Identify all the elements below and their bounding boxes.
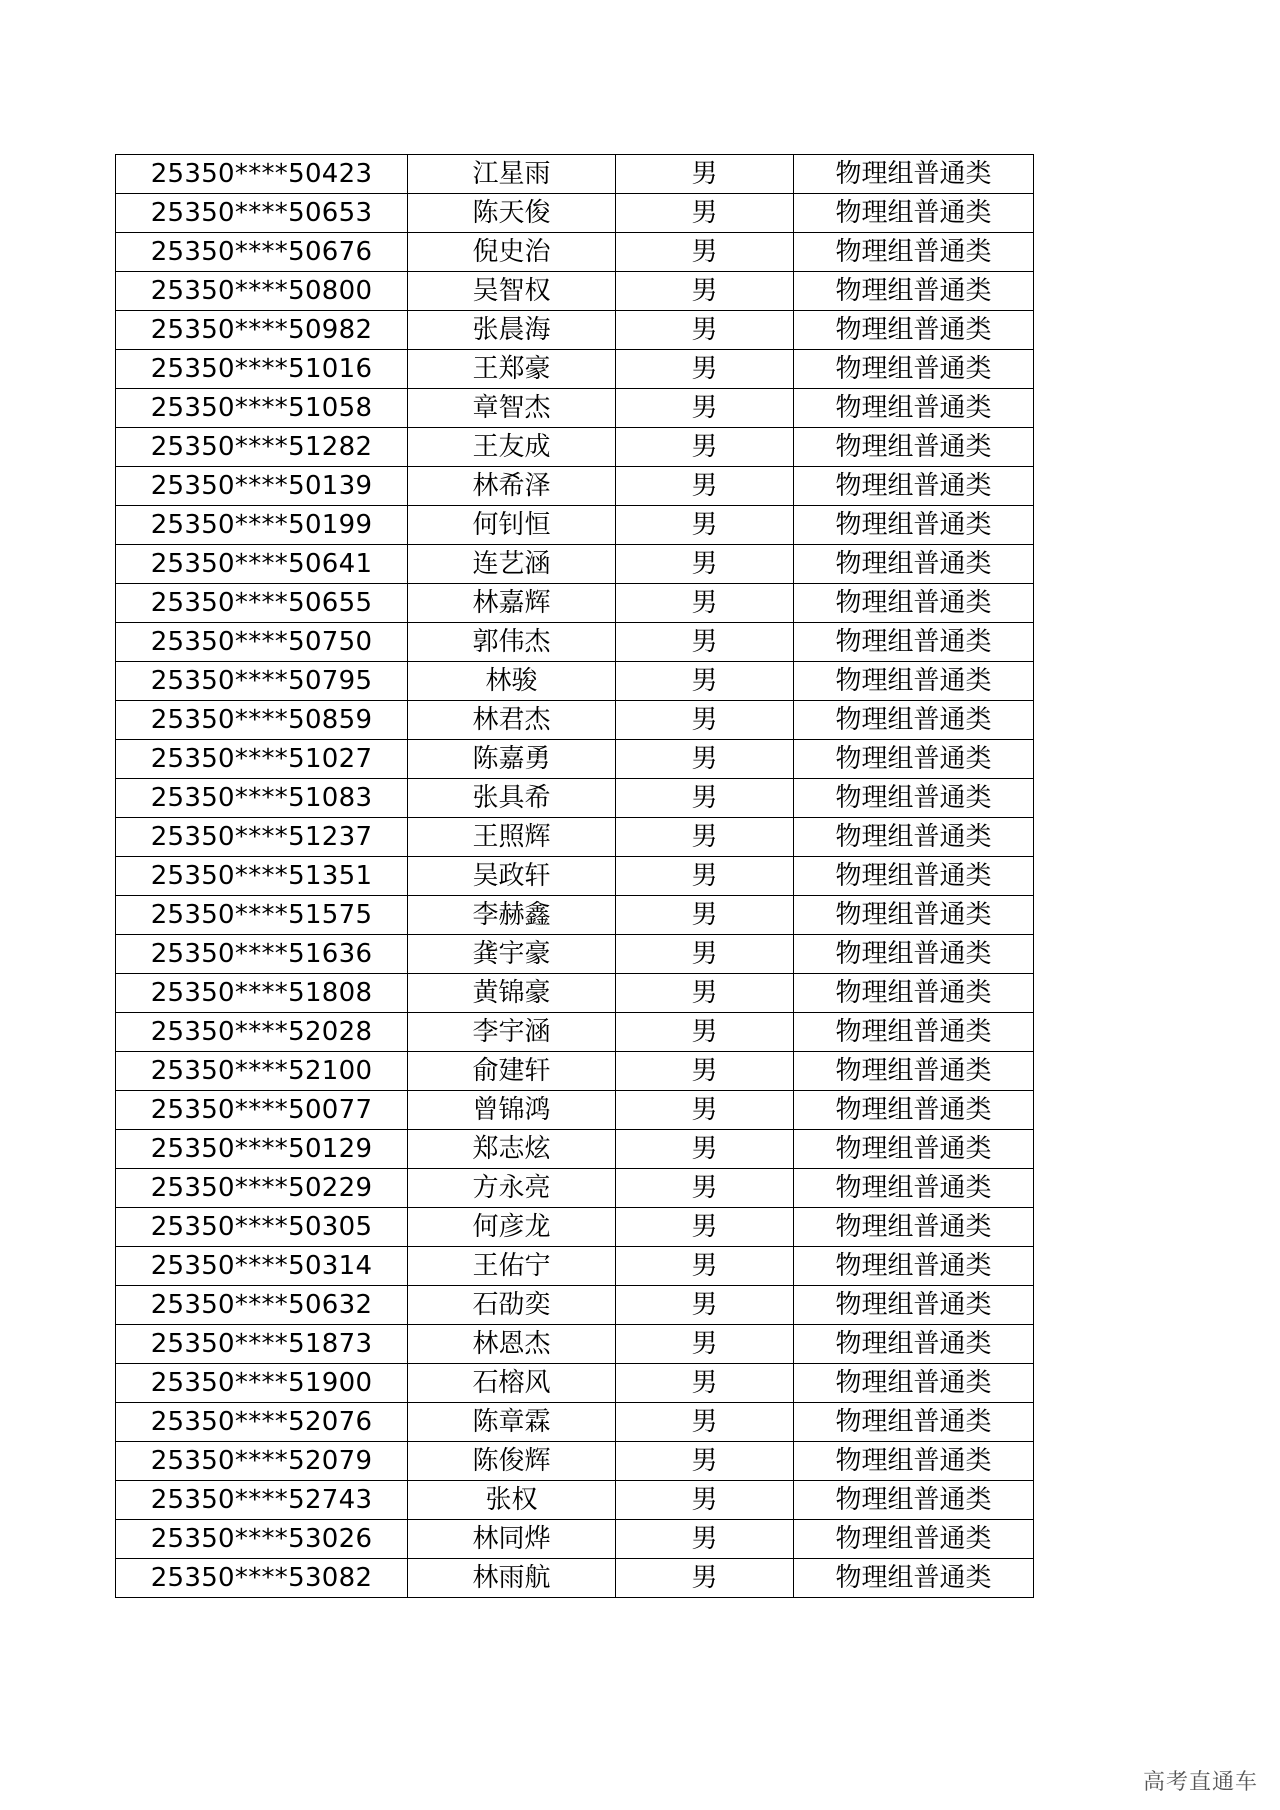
table-row bbox=[116, 233, 1034, 272]
table-row bbox=[116, 506, 1034, 545]
candidate-id-cell: 25350****50423 bbox=[116, 155, 408, 194]
table-row bbox=[116, 662, 1034, 701]
table-row bbox=[116, 1247, 1034, 1286]
table-row bbox=[116, 194, 1034, 233]
table-row bbox=[116, 1559, 1034, 1598]
candidate-id-cell: 25350****50800 bbox=[116, 272, 408, 311]
gender-cell: 男 bbox=[616, 233, 794, 272]
candidate-id-cell: 25350****50859 bbox=[116, 701, 408, 740]
gender-cell: 男 bbox=[616, 857, 794, 896]
candidate-table bbox=[115, 154, 1034, 1598]
candidate-name-cell: 何钊恒 bbox=[408, 506, 616, 545]
candidate-name-cell: 郭伟杰 bbox=[408, 623, 616, 662]
candidate-id-cell: 25350****51808 bbox=[116, 974, 408, 1013]
candidate-name-cell: 林雨航 bbox=[408, 1559, 616, 1598]
table-row bbox=[116, 857, 1034, 896]
candidate-name-cell: 何彦龙 bbox=[408, 1208, 616, 1247]
category-cell: 物理组普通类 bbox=[794, 779, 1034, 818]
category-cell: 物理组普通类 bbox=[794, 1247, 1034, 1286]
candidate-name-cell: 林恩杰 bbox=[408, 1325, 616, 1364]
candidate-name-cell: 黄锦豪 bbox=[408, 974, 616, 1013]
gender-cell: 男 bbox=[616, 194, 794, 233]
candidate-id-cell: 25350****51900 bbox=[116, 1364, 408, 1403]
candidate-name-cell: 俞建轩 bbox=[408, 1052, 616, 1091]
candidate-id-cell: 25350****51237 bbox=[116, 818, 408, 857]
category-cell: 物理组普通类 bbox=[794, 1364, 1034, 1403]
category-cell: 物理组普通类 bbox=[794, 662, 1034, 701]
table-row bbox=[116, 1208, 1034, 1247]
candidate-id-cell: 25350****50199 bbox=[116, 506, 408, 545]
candidate-name-cell: 林希泽 bbox=[408, 467, 616, 506]
category-cell: 物理组普通类 bbox=[794, 155, 1034, 194]
category-cell: 物理组普通类 bbox=[794, 1208, 1034, 1247]
candidate-name-cell: 陈天俊 bbox=[408, 194, 616, 233]
candidate-id-cell: 25350****50077 bbox=[116, 1091, 408, 1130]
gender-cell: 男 bbox=[616, 623, 794, 662]
candidate-name-cell: 曾锦鸿 bbox=[408, 1091, 616, 1130]
gender-cell: 男 bbox=[616, 1325, 794, 1364]
candidate-name-cell: 连艺涵 bbox=[408, 545, 616, 584]
gender-cell: 男 bbox=[616, 1130, 794, 1169]
candidate-name-cell: 王照辉 bbox=[408, 818, 616, 857]
table-row bbox=[116, 935, 1034, 974]
gender-cell: 男 bbox=[616, 311, 794, 350]
table-row bbox=[116, 1091, 1034, 1130]
candidate-id-cell: 25350****51575 bbox=[116, 896, 408, 935]
candidate-id-cell: 25350****50314 bbox=[116, 1247, 408, 1286]
candidate-id-cell: 25350****50139 bbox=[116, 467, 408, 506]
candidate-name-cell: 陈俊辉 bbox=[408, 1442, 616, 1481]
table-row bbox=[116, 389, 1034, 428]
gender-cell: 男 bbox=[616, 935, 794, 974]
gender-cell: 男 bbox=[616, 155, 794, 194]
table-row bbox=[116, 818, 1034, 857]
candidate-id-cell: 25350****51027 bbox=[116, 740, 408, 779]
candidate-id-cell: 25350****50655 bbox=[116, 584, 408, 623]
gender-cell: 男 bbox=[616, 662, 794, 701]
candidate-name-cell: 倪史治 bbox=[408, 233, 616, 272]
table-row bbox=[116, 350, 1034, 389]
gender-cell: 男 bbox=[616, 467, 794, 506]
candidate-id-cell: 25350****52076 bbox=[116, 1403, 408, 1442]
watermark-text: 高考直通车 bbox=[1142, 1770, 1258, 1795]
gender-cell: 男 bbox=[616, 1481, 794, 1520]
category-cell: 物理组普通类 bbox=[794, 1325, 1034, 1364]
table-row bbox=[116, 1286, 1034, 1325]
gender-cell: 男 bbox=[616, 1559, 794, 1598]
candidate-id-cell: 25350****51351 bbox=[116, 857, 408, 896]
category-cell: 物理组普通类 bbox=[794, 1481, 1034, 1520]
table-row bbox=[116, 1403, 1034, 1442]
candidate-name-cell: 章智杰 bbox=[408, 389, 616, 428]
candidate-name-cell: 郑志炫 bbox=[408, 1130, 616, 1169]
category-cell: 物理组普通类 bbox=[794, 701, 1034, 740]
gender-cell: 男 bbox=[616, 506, 794, 545]
gender-cell: 男 bbox=[616, 350, 794, 389]
table-row bbox=[116, 1364, 1034, 1403]
gender-cell: 男 bbox=[616, 1208, 794, 1247]
candidate-name-cell: 吴政轩 bbox=[408, 857, 616, 896]
gender-cell: 男 bbox=[616, 974, 794, 1013]
category-cell: 物理组普通类 bbox=[794, 272, 1034, 311]
candidate-name-cell: 林嘉辉 bbox=[408, 584, 616, 623]
gender-cell: 男 bbox=[616, 1169, 794, 1208]
candidate-name-cell: 陈嘉勇 bbox=[408, 740, 616, 779]
candidate-id-cell: 25350****50229 bbox=[116, 1169, 408, 1208]
gender-cell: 男 bbox=[616, 1442, 794, 1481]
candidate-id-cell: 25350****51016 bbox=[116, 350, 408, 389]
category-cell: 物理组普通类 bbox=[794, 935, 1034, 974]
category-cell: 物理组普通类 bbox=[794, 1559, 1034, 1598]
candidate-name-cell: 王佑宁 bbox=[408, 1247, 616, 1286]
category-cell: 物理组普通类 bbox=[794, 818, 1034, 857]
category-cell: 物理组普通类 bbox=[794, 1013, 1034, 1052]
table-row bbox=[116, 272, 1034, 311]
category-cell: 物理组普通类 bbox=[794, 311, 1034, 350]
candidate-name-cell: 石榕风 bbox=[408, 1364, 616, 1403]
candidate-name-cell: 张晨海 bbox=[408, 311, 616, 350]
candidate-name-cell: 王郑豪 bbox=[408, 350, 616, 389]
gender-cell: 男 bbox=[616, 779, 794, 818]
category-cell: 物理组普通类 bbox=[794, 857, 1034, 896]
category-cell: 物理组普通类 bbox=[794, 1403, 1034, 1442]
candidate-id-cell: 25350****52079 bbox=[116, 1442, 408, 1481]
category-cell: 物理组普通类 bbox=[794, 389, 1034, 428]
candidate-id-cell: 25350****53082 bbox=[116, 1559, 408, 1598]
table-row bbox=[116, 1052, 1034, 1091]
candidate-id-cell: 25350****50653 bbox=[116, 194, 408, 233]
candidate-name-cell: 龚宇豪 bbox=[408, 935, 616, 974]
table-row bbox=[116, 467, 1034, 506]
candidate-name-cell: 林同烨 bbox=[408, 1520, 616, 1559]
candidate-name-cell: 李赫鑫 bbox=[408, 896, 616, 935]
gender-cell: 男 bbox=[616, 584, 794, 623]
candidate-name-cell: 石劭奕 bbox=[408, 1286, 616, 1325]
category-cell: 物理组普通类 bbox=[794, 896, 1034, 935]
candidate-id-cell: 25350****50750 bbox=[116, 623, 408, 662]
category-cell: 物理组普通类 bbox=[794, 1286, 1034, 1325]
table-row bbox=[116, 1520, 1034, 1559]
gender-cell: 男 bbox=[616, 389, 794, 428]
candidate-id-cell: 25350****52028 bbox=[116, 1013, 408, 1052]
table-row bbox=[116, 1481, 1034, 1520]
candidate-id-cell: 25350****50632 bbox=[116, 1286, 408, 1325]
gender-cell: 男 bbox=[616, 896, 794, 935]
candidate-id-cell: 25350****51282 bbox=[116, 428, 408, 467]
gender-cell: 男 bbox=[616, 1364, 794, 1403]
candidate-id-cell: 25350****52100 bbox=[116, 1052, 408, 1091]
category-cell: 物理组普通类 bbox=[794, 350, 1034, 389]
category-cell: 物理组普通类 bbox=[794, 1169, 1034, 1208]
table-row bbox=[116, 545, 1034, 584]
gender-cell: 男 bbox=[616, 818, 794, 857]
table-row bbox=[116, 584, 1034, 623]
category-cell: 物理组普通类 bbox=[794, 467, 1034, 506]
candidate-id-cell: 25350****50641 bbox=[116, 545, 408, 584]
gender-cell: 男 bbox=[616, 428, 794, 467]
category-cell: 物理组普通类 bbox=[794, 233, 1034, 272]
table-row bbox=[116, 1013, 1034, 1052]
table-row bbox=[116, 428, 1034, 467]
table-row bbox=[116, 1130, 1034, 1169]
table-row bbox=[116, 1442, 1034, 1481]
table-row bbox=[116, 701, 1034, 740]
gender-cell: 男 bbox=[616, 1520, 794, 1559]
category-cell: 物理组普通类 bbox=[794, 1091, 1034, 1130]
candidate-name-cell: 江星雨 bbox=[408, 155, 616, 194]
category-cell: 物理组普通类 bbox=[794, 506, 1034, 545]
candidate-name-cell: 王友成 bbox=[408, 428, 616, 467]
category-cell: 物理组普通类 bbox=[794, 428, 1034, 467]
table-row bbox=[116, 311, 1034, 350]
candidate-name-cell: 陈章霖 bbox=[408, 1403, 616, 1442]
table-row bbox=[116, 1325, 1034, 1364]
candidate-id-cell: 25350****50982 bbox=[116, 311, 408, 350]
category-cell: 物理组普通类 bbox=[794, 1130, 1034, 1169]
table-row bbox=[116, 623, 1034, 662]
candidate-name-cell: 张具希 bbox=[408, 779, 616, 818]
gender-cell: 男 bbox=[616, 1013, 794, 1052]
gender-cell: 男 bbox=[616, 545, 794, 584]
candidate-name-cell: 方永亮 bbox=[408, 1169, 616, 1208]
candidate-id-cell: 25350****50129 bbox=[116, 1130, 408, 1169]
candidate-name-cell: 吴智权 bbox=[408, 272, 616, 311]
category-cell: 物理组普通类 bbox=[794, 1520, 1034, 1559]
table-row bbox=[116, 1169, 1034, 1208]
candidate-id-cell: 25350****51083 bbox=[116, 779, 408, 818]
category-cell: 物理组普通类 bbox=[794, 623, 1034, 662]
category-cell: 物理组普通类 bbox=[794, 584, 1034, 623]
gender-cell: 男 bbox=[616, 1403, 794, 1442]
candidate-id-cell: 25350****52743 bbox=[116, 1481, 408, 1520]
gender-cell: 男 bbox=[616, 1286, 794, 1325]
category-cell: 物理组普通类 bbox=[794, 974, 1034, 1013]
candidate-id-cell: 25350****53026 bbox=[116, 1520, 408, 1559]
candidate-id-cell: 25350****50305 bbox=[116, 1208, 408, 1247]
candidate-table-body bbox=[116, 155, 1034, 1598]
category-cell: 物理组普通类 bbox=[794, 194, 1034, 233]
table-row bbox=[116, 896, 1034, 935]
gender-cell: 男 bbox=[616, 740, 794, 779]
candidate-id-cell: 25350****50676 bbox=[116, 233, 408, 272]
candidate-name-cell: 李宇涵 bbox=[408, 1013, 616, 1052]
category-cell: 物理组普通类 bbox=[794, 1442, 1034, 1481]
gender-cell: 男 bbox=[616, 1247, 794, 1286]
table-row bbox=[116, 779, 1034, 818]
candidate-name-cell: 林君杰 bbox=[408, 701, 616, 740]
category-cell: 物理组普通类 bbox=[794, 740, 1034, 779]
category-cell: 物理组普通类 bbox=[794, 1052, 1034, 1091]
table-row bbox=[116, 740, 1034, 779]
candidate-name-cell: 张权 bbox=[408, 1481, 616, 1520]
table-row bbox=[116, 155, 1034, 194]
gender-cell: 男 bbox=[616, 1052, 794, 1091]
candidate-id-cell: 25350****50795 bbox=[116, 662, 408, 701]
candidate-id-cell: 25350****51636 bbox=[116, 935, 408, 974]
candidate-name-cell: 林骏 bbox=[408, 662, 616, 701]
gender-cell: 男 bbox=[616, 1091, 794, 1130]
category-cell: 物理组普通类 bbox=[794, 545, 1034, 584]
candidate-id-cell: 25350****51058 bbox=[116, 389, 408, 428]
gender-cell: 男 bbox=[616, 701, 794, 740]
candidate-id-cell: 25350****51873 bbox=[116, 1325, 408, 1364]
gender-cell: 男 bbox=[616, 272, 794, 311]
table-row bbox=[116, 974, 1034, 1013]
